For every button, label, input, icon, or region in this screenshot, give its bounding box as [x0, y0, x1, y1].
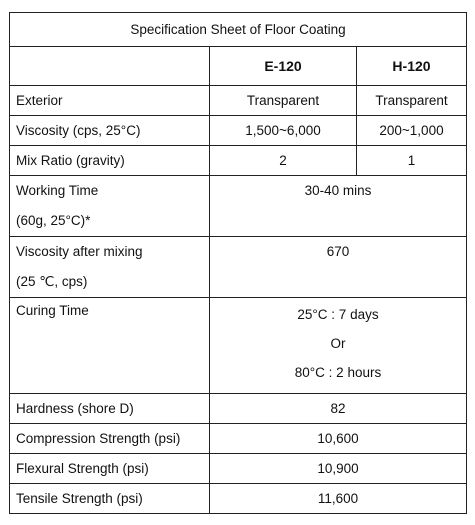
row-hardness: [10, 394, 467, 424]
value-exterior-h120: Transparent: [357, 86, 467, 116]
value-hardness: 82: [210, 394, 467, 424]
value-curing-time-cell: [210, 298, 467, 394]
value-curing-time-line1: 25°C : 7 days: [297, 307, 379, 322]
label-viscosity-after-mixing-line2: (25 ℃, cps): [16, 274, 88, 289]
value-tensile: 11,600: [210, 484, 467, 514]
label-compression: Compression Strength (psi): [10, 424, 210, 454]
value-working-time: 30-40 mins: [304, 183, 372, 198]
spec-table: [9, 12, 467, 514]
value-curing-time-line3: 80°C : 2 hours: [294, 365, 382, 380]
label-curing-time: Curing Time: [10, 298, 210, 394]
value-viscosity-e120: 1,500~6,000: [210, 116, 357, 146]
title-row: [10, 13, 467, 47]
row-curing-time: [10, 298, 467, 394]
label-working-time-line2: (60g, 25°C)*: [16, 213, 91, 228]
value-viscosity-h120: 200~1,000: [357, 116, 467, 146]
value-viscosity-after-mixing: 670: [326, 244, 350, 259]
label-viscosity-after-mixing: [10, 237, 210, 298]
header-h120: H-120: [357, 47, 467, 86]
row-viscosity: [10, 116, 467, 146]
row-tensile: [10, 484, 467, 514]
value-flexural: 10,900: [210, 454, 467, 484]
value-mix-ratio-h120: 1: [357, 146, 467, 176]
row-compression: [10, 424, 467, 454]
label-exterior: Exterior: [10, 86, 210, 116]
value-exterior-e120: Transparent: [210, 86, 357, 116]
header-empty-cell: [10, 47, 210, 86]
row-mix-ratio: [10, 146, 467, 176]
row-exterior: [10, 86, 467, 116]
row-flexural: [10, 454, 467, 484]
table-title: Specification Sheet of Floor Coating: [10, 13, 467, 47]
header-row: [10, 47, 467, 86]
value-compression: 10,600: [210, 424, 467, 454]
label-working-time-line1: Working Time: [16, 183, 99, 198]
label-viscosity: Viscosity (cps, 25°C): [10, 116, 210, 146]
value-viscosity-after-mixing-cell: [210, 237, 467, 298]
label-working-time: [10, 176, 210, 237]
label-mix-ratio: Mix Ratio (gravity): [10, 146, 210, 176]
label-flexural: Flexural Strength (psi): [10, 454, 210, 484]
label-tensile: Tensile Strength (psi): [10, 484, 210, 514]
value-mix-ratio-e120: 2: [210, 146, 357, 176]
row-viscosity-after-mixing: [10, 237, 467, 298]
label-hardness: Hardness (shore D): [10, 394, 210, 424]
label-viscosity-after-mixing-line1: Viscosity after mixing: [16, 244, 143, 259]
value-working-time-cell: [210, 176, 467, 237]
value-curing-time-line2: Or: [330, 336, 346, 351]
row-working-time: [10, 176, 467, 237]
header-e120: E-120: [210, 47, 357, 86]
